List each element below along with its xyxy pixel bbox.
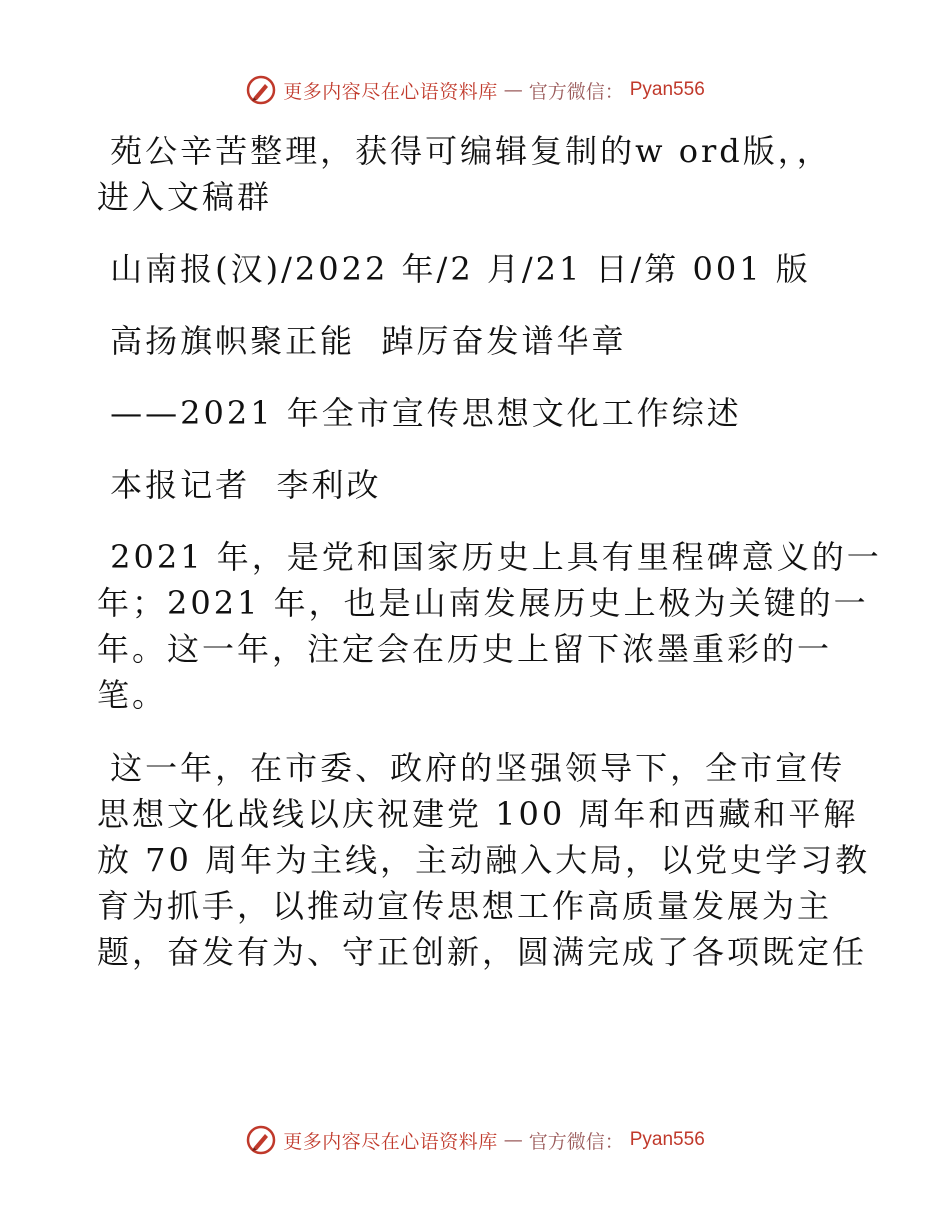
header-watermark — [0, 70, 950, 110]
pen-logo-icon — [245, 1124, 277, 1156]
paragraph-line: 这一年，在市委、政府的坚强领导下，全市宣传 — [97, 749, 846, 787]
paragraph-line: 放 70 周年为主线，主动融入大局，以党史学习教 — [97, 841, 871, 879]
paragraph-line: 2021 年，是党和国家历史上具有里程碑意义的一 — [97, 538, 882, 576]
watermark-wechat-id: Pyan556 — [629, 1129, 705, 1150]
paragraph-2 — [97, 745, 871, 975]
watermark-label: 官方微信： — [528, 80, 624, 103]
subheadline: ——2021 年全市宣传思想文化工作综述 — [97, 394, 742, 432]
paragraph-line: 年。这一年，注定会在历史上留下浓墨重彩的一 — [97, 630, 833, 668]
paragraph-line: 思想文化战线以庆祝建党 100 周年和西藏和平解 — [97, 795, 859, 833]
watermark-text: 更多内容尽在心语资料库 — [283, 80, 498, 103]
source-line: 山南报(汉)/2022 年/2 月/21 日/第 001 版 — [97, 250, 811, 288]
intro-line-2: 进入文稿群 — [97, 178, 273, 216]
watermark-label: 官方微信： — [528, 1130, 624, 1153]
pen-logo-icon — [245, 74, 277, 106]
headline: 高扬旗帜聚正能 踔厉奋发谱华章 — [97, 322, 627, 360]
paragraph-line: 育为抓手，以推动宣传思想工作高质量发展为主 — [97, 887, 833, 925]
footer-watermark — [0, 1120, 950, 1160]
watermark-text: 更多内容尽在心语资料库 — [283, 1130, 498, 1153]
paragraph-1 — [97, 534, 882, 718]
watermark-separator: — — [503, 1129, 523, 1151]
paragraph-line: 笔。 — [97, 676, 168, 714]
paragraph-line: 题，奋发有为、守正创新，圆满完成了各项既定任 — [97, 933, 868, 971]
watermark-wechat-id: Pyan556 — [629, 79, 705, 100]
intro-line-1: 苑公辛苦整理，获得可编辑复制的w ord版，， — [97, 132, 832, 170]
byline: 本报记者 李利改 — [97, 466, 382, 504]
watermark-separator: — — [503, 79, 523, 101]
document-body — [97, 128, 882, 975]
paragraph-line: 年；2021 年，也是山南发展历史上极为关键的一 — [97, 584, 869, 622]
